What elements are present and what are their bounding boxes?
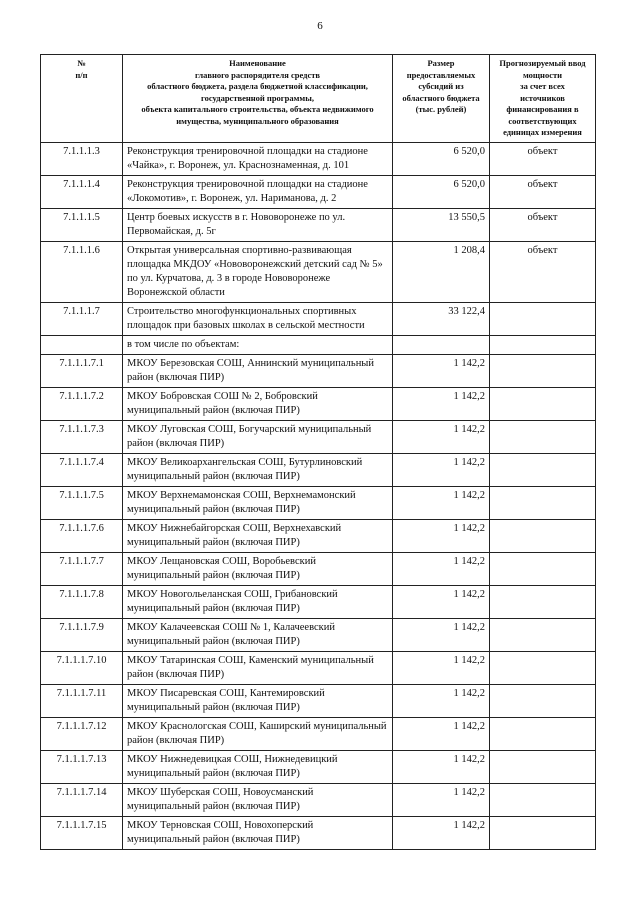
row-unit	[490, 354, 596, 387]
row-unit: объект	[490, 142, 596, 175]
table-row	[41, 519, 596, 552]
table-row	[41, 618, 596, 651]
header-amount-line: Размер	[427, 58, 455, 68]
row-unit	[490, 585, 596, 618]
row-name: Открытая универсальная спортивно-развивающая площадка МКДОУ «Нововоронежский детский сад № 5» по ул. Курчатова, д. 3 в городе Нововоронеже Воронежской области	[123, 241, 393, 302]
row-unit	[490, 816, 596, 849]
header-capacity-line: за счет всех	[520, 81, 565, 91]
table-row	[41, 420, 596, 453]
header-name-line: Наименование	[229, 58, 286, 68]
table-header-row	[41, 55, 596, 143]
page-number: 6	[317, 20, 323, 32]
row-number: 7.1.1.1.7	[41, 302, 123, 335]
header-name-line: государственной программы,	[201, 92, 314, 103]
row-amount: 1 142,2	[393, 552, 490, 585]
row-number: 7.1.1.1.7.1	[41, 354, 123, 387]
row-unit	[490, 552, 596, 585]
row-unit	[490, 618, 596, 651]
row-number: 7.1.1.1.4	[41, 175, 123, 208]
table-row	[41, 453, 596, 486]
row-amount: 1 142,2	[393, 618, 490, 651]
row-amount: 1 208,4	[393, 241, 490, 302]
row-unit	[490, 651, 596, 684]
header-name-line: имущества, муниципального образования	[176, 115, 339, 126]
row-unit	[490, 684, 596, 717]
row-number: 7.1.1.1.7.10	[41, 651, 123, 684]
row-name: Центр боевых искусств в г. Нововоронеже по ул. Первомайская, д. 5г	[123, 208, 393, 241]
row-unit	[490, 420, 596, 453]
table-row	[41, 241, 596, 302]
row-amount: 1 142,2	[393, 387, 490, 420]
row-name: МКОУ Луговская СОШ, Богучарский муниципальный район (включая ПИР)	[123, 420, 393, 453]
row-number: 7.1.1.1.6	[41, 241, 123, 302]
row-amount: 1 142,2	[393, 519, 490, 552]
table-body	[41, 142, 596, 849]
row-number: 7.1.1.1.7.11	[41, 684, 123, 717]
header-name-line: объекта капитального строительства, объекта недвижимого	[141, 104, 374, 114]
row-name: МКОУ Бобровская СОШ № 2, Бобровский муниципальный район (включая ПИР)	[123, 387, 393, 420]
header-capacity-line: соответствующих	[508, 115, 577, 126]
header-capacity-line: мощности	[522, 69, 563, 80]
header-capacity-line: источников	[520, 92, 565, 103]
table-row	[41, 717, 596, 750]
row-unit	[490, 519, 596, 552]
table-row	[41, 585, 596, 618]
row-amount: 1 142,2	[393, 420, 490, 453]
row-unit	[490, 783, 596, 816]
table-row	[41, 486, 596, 519]
row-amount: 1 142,2	[393, 783, 490, 816]
row-number: 7.1.1.1.7.6	[41, 519, 123, 552]
row-amount: 1 142,2	[393, 750, 490, 783]
row-name: МКОУ Верхнемамонская СОШ, Верхнемамонский муниципальный район (включая ПИР)	[123, 486, 393, 519]
subsidy-table	[40, 54, 596, 850]
header-name-line: главного распорядителя средств	[194, 69, 321, 80]
table-row	[41, 552, 596, 585]
table-row	[41, 816, 596, 849]
row-name: МКОУ Татаринская СОШ, Каменский муниципальный район (включая ПИР)	[123, 651, 393, 684]
row-number: 7.1.1.1.5	[41, 208, 123, 241]
row-unit	[490, 717, 596, 750]
table-row	[41, 783, 596, 816]
row-number: 7.1.1.1.7.12	[41, 717, 123, 750]
row-unit	[490, 750, 596, 783]
row-number: 7.1.1.1.7.13	[41, 750, 123, 783]
row-number: 7.1.1.1.7.4	[41, 453, 123, 486]
row-amount: 6 520,0	[393, 142, 490, 175]
row-amount: 1 142,2	[393, 717, 490, 750]
header-amount-line: субсидий из	[418, 81, 464, 91]
row-unit: объект	[490, 241, 596, 302]
header-amount	[393, 55, 490, 143]
row-unit	[490, 387, 596, 420]
row-name: Строительство многофункциональных спортивных площадок при базовых школах в сельской местности	[123, 302, 393, 335]
row-number: 7.1.1.1.7.2	[41, 387, 123, 420]
header-amount-line: областного бюджета	[402, 92, 480, 103]
row-name: МКОУ Терновская СОШ, Новохоперский муниципальный район (включая ПИР)	[123, 816, 393, 849]
row-name: МКОУ Нижнебайгорская СОШ, Верхнехавский муниципальный район (включая ПИР)	[123, 519, 393, 552]
header-amount-line: предоставляемых	[406, 69, 476, 80]
header-capacity-line: Прогнозируемый ввод	[499, 58, 586, 68]
row-name: МКОУ Лещановская СОШ, Воробьевский муниципальный район (включая ПИР)	[123, 552, 393, 585]
row-unit: объект	[490, 175, 596, 208]
header-number-abbr: п/п	[75, 69, 88, 80]
header-number	[41, 55, 123, 143]
table-row	[41, 302, 596, 335]
row-amount: 1 142,2	[393, 651, 490, 684]
row-number: 7.1.1.1.7.3	[41, 420, 123, 453]
row-name: МКОУ Нижнедевицкая СОШ, Нижнедевицкий муниципальный район (включая ПИР)	[123, 750, 393, 783]
table-row	[41, 175, 596, 208]
table-row	[41, 208, 596, 241]
header-name	[123, 55, 393, 143]
header-capacity	[490, 55, 596, 143]
row-name: в том числе по объектам:	[123, 335, 393, 354]
table-row	[41, 750, 596, 783]
row-name: Реконструкция тренировочной площадки на стадионе «Чайка», г. Воронеж, ул. Краснознаменная, д. 101	[123, 142, 393, 175]
row-number: 7.1.1.1.7.15	[41, 816, 123, 849]
row-amount: 33 122,4	[393, 302, 490, 335]
row-name: МКОУ Великоархангельская СОШ, Бутурлиновский муниципальный район (включая ПИР)	[123, 453, 393, 486]
row-amount: 1 142,2	[393, 453, 490, 486]
table-row	[41, 354, 596, 387]
header-number-symbol: №	[77, 58, 86, 68]
header-capacity-line: единицах измерения	[503, 127, 582, 137]
row-amount: 1 142,2	[393, 486, 490, 519]
row-amount: 1 142,2	[393, 816, 490, 849]
table-row	[41, 684, 596, 717]
row-amount: 6 520,0	[393, 175, 490, 208]
row-number: 7.1.1.1.7.8	[41, 585, 123, 618]
row-name: МКОУ Новогольеланская СОШ, Грибановский муниципальный район (включая ПИР)	[123, 585, 393, 618]
header-name-line: областного бюджета, раздела бюджетной классификации,	[147, 81, 368, 91]
row-number: 7.1.1.1.7.7	[41, 552, 123, 585]
row-number: 7.1.1.1.7.9	[41, 618, 123, 651]
table-row	[41, 335, 596, 354]
row-unit	[490, 486, 596, 519]
header-capacity-line: финансирования в	[506, 104, 579, 114]
row-amount: 1 142,2	[393, 354, 490, 387]
row-name: МКОУ Березовская СОШ, Аннинский муниципальный район (включая ПИР)	[123, 354, 393, 387]
row-name: МКОУ Шуберская СОШ, Новоусманский муниципальный район (включая ПИР)	[123, 783, 393, 816]
row-name: МКОУ Писаревская СОШ, Кантемировский муниципальный район (включая ПИР)	[123, 684, 393, 717]
row-name: МКОУ Калачеевская СОШ № 1, Калачеевский муниципальный район (включая ПИР)	[123, 618, 393, 651]
row-number: 7.1.1.1.7.14	[41, 783, 123, 816]
row-unit	[490, 302, 596, 335]
row-number: 7.1.1.1.7.5	[41, 486, 123, 519]
row-name: Реконструкция тренировочной площадки на стадионе «Локомотив», г. Воронеж, ул. Нариманова, д. 2	[123, 175, 393, 208]
row-unit	[490, 335, 596, 354]
table-row	[41, 651, 596, 684]
row-name: МКОУ Краснологская СОШ, Каширский муниципальный район (включая ПИР)	[123, 717, 393, 750]
row-amount: 1 142,2	[393, 585, 490, 618]
row-unit	[490, 453, 596, 486]
row-unit: объект	[490, 208, 596, 241]
table-row	[41, 142, 596, 175]
row-amount	[393, 335, 490, 354]
table-row	[41, 387, 596, 420]
row-number	[41, 335, 123, 354]
row-number: 7.1.1.1.3	[41, 142, 123, 175]
header-amount-line: (тыс. рублей)	[415, 104, 467, 114]
row-amount: 1 142,2	[393, 684, 490, 717]
row-amount: 13 550,5	[393, 208, 490, 241]
